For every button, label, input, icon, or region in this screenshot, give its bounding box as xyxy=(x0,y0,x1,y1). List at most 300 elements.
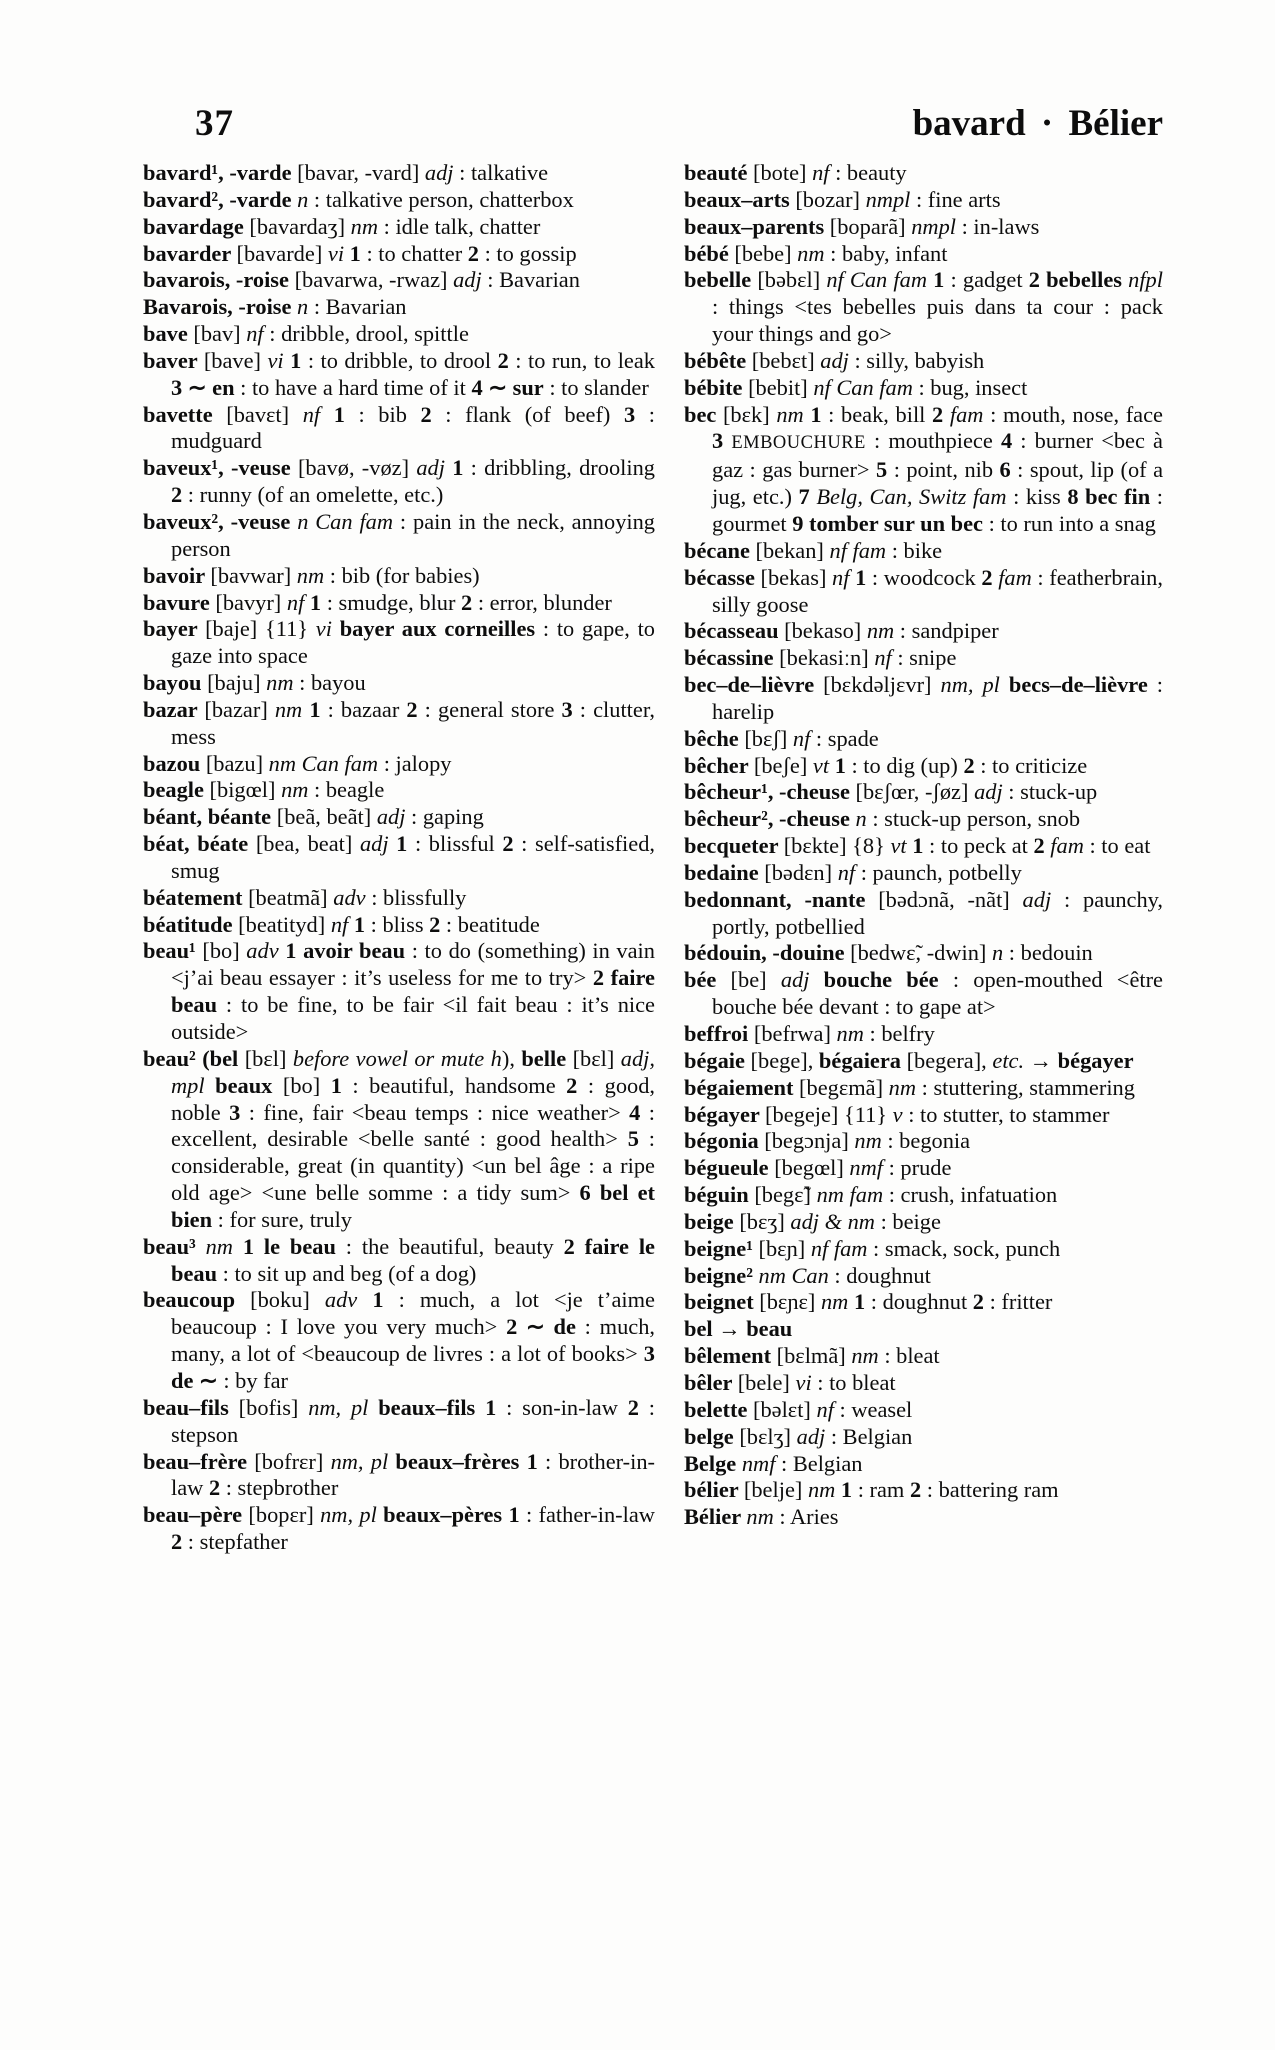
entry-text-run: : pain in the neck, annoying person xyxy=(171,508,655,561)
entry-text-run: n xyxy=(855,806,867,832)
entry-text-run: vi xyxy=(267,347,284,373)
entry-text-run: adj xyxy=(1022,886,1052,912)
entry-text-run: bécasse xyxy=(684,564,761,590)
entry-text-run: bébé xyxy=(684,240,735,266)
entry-text-run: bouche bée xyxy=(823,967,939,993)
dictionary-entry xyxy=(143,697,655,751)
entry-text-run: : featherbrain, silly goose xyxy=(712,564,1163,617)
entry-text-run: 1 xyxy=(912,833,924,859)
entry-text-run: bédouin, -douine xyxy=(684,940,851,966)
dictionary-entry xyxy=(684,860,1163,887)
entry-text-run: : jalopy xyxy=(378,750,452,776)
entry-text-run: : smudge, blur xyxy=(321,589,462,615)
entry-text-run: 2 xyxy=(972,1289,984,1315)
entry-text-run: 1 xyxy=(333,401,345,427)
entry-text-run: nmf xyxy=(849,1155,884,1181)
entry-text-run: bebelle xyxy=(684,267,758,293)
entry-text-run: : beauty xyxy=(829,160,907,185)
entry-text-run: adj xyxy=(416,455,445,481)
entry-text-run: nf Can fam xyxy=(826,267,927,293)
entry-text-run: bélier xyxy=(684,1477,744,1503)
entry-text-run: : point, nib xyxy=(887,457,1000,483)
entry-text-run: 2 xyxy=(171,1529,183,1555)
entry-text-run: : Bavarian xyxy=(481,267,580,293)
left-column xyxy=(143,160,655,1556)
entry-text-run: [bebe] xyxy=(734,240,798,266)
entry-text-run: nm xyxy=(205,1233,233,1259)
dictionary-entry xyxy=(684,1182,1163,1209)
entry-text-run: → xyxy=(712,1316,747,1342)
entry-text-run: nm, pl xyxy=(330,1448,389,1474)
entry-text-run: becqueter xyxy=(684,833,784,859)
entry-text-run: nf xyxy=(286,589,305,615)
entry-text-run: : dribbling, drooling xyxy=(463,455,655,481)
entry-text-run: 1 xyxy=(353,911,366,937)
entry-text-run: : idle talk, chatter xyxy=(378,213,541,239)
dictionary-entry xyxy=(143,241,655,268)
entry-text-run: 3 xyxy=(623,401,636,427)
entry-text-run: [bavɛt] xyxy=(226,401,303,427)
entry-text-run: 1 xyxy=(349,240,361,266)
entry-text-run: : dribble, drool, spittle xyxy=(263,321,469,347)
entry-text-run: : gadget xyxy=(944,267,1029,293)
entry-text-run: : to dig (up) xyxy=(845,752,964,778)
dictionary-entry xyxy=(684,241,1163,268)
entry-text-run: : beatitude xyxy=(440,911,540,937)
entry-text-run: Belg, Can, Switz fam xyxy=(809,484,1007,510)
page-number: 37 xyxy=(195,103,234,144)
entry-text-run: [bele] xyxy=(737,1369,796,1395)
entry-text-run: 1 xyxy=(396,831,408,857)
entry-text-run: belle xyxy=(521,1045,573,1071)
entry-text-run: : the beautiful, beauty xyxy=(335,1233,564,1259)
entry-text-run: nf xyxy=(816,1396,834,1422)
entry-text-run: bêlement xyxy=(684,1343,777,1369)
entry-text-run: 1 xyxy=(309,589,322,615)
entry-text-run: [bopɛr] xyxy=(248,1502,321,1528)
entry-text-run: bébête xyxy=(684,347,752,373)
entry-text-run: nm xyxy=(851,1343,879,1369)
entry-text-run: nf xyxy=(302,401,321,427)
entry-text-run: : doughnut xyxy=(828,1262,931,1288)
entry-text-run: 2 faire le beau xyxy=(171,1233,655,1286)
entry-text-run: [bɛk] xyxy=(722,401,777,427)
dictionary-entry xyxy=(684,1048,1163,1075)
dictionary-entry xyxy=(684,806,1163,833)
entry-text-run: nmpl xyxy=(911,213,957,239)
entry-text-run: adj xyxy=(796,1423,826,1449)
entry-text-run: beau xyxy=(746,1316,793,1342)
entry-text-run: beige xyxy=(684,1208,740,1234)
entry-text-run: : spade xyxy=(810,725,879,751)
entry-text-run: 1 xyxy=(933,267,945,293)
entry-text-run: : bug, insect xyxy=(912,374,1028,400)
entry-text-run: bazar xyxy=(143,696,205,722)
entry-text-run: [beatmã] xyxy=(248,884,334,910)
dictionary-entry xyxy=(684,833,1163,860)
entry-text-run: adj xyxy=(820,347,849,373)
dictionary-entry xyxy=(684,1155,1163,1182)
dictionary-entry xyxy=(684,645,1163,672)
entry-text-run: : beagle xyxy=(308,777,385,803)
entry-text-run: 2 xyxy=(208,1475,221,1501)
entry-text-run: bécane xyxy=(684,537,756,563)
entry-text-run xyxy=(332,616,340,641)
entry-text-run: [bo] xyxy=(282,1072,331,1098)
entry-text-run: [bɛlmã] xyxy=(776,1343,852,1369)
entry-text-run: : self-satisfied, smug xyxy=(171,831,655,883)
entry-text-run: nm, pl xyxy=(308,1394,369,1420)
entry-text-run: EMBOUCHURE xyxy=(731,433,866,454)
entry-text-run: 2 xyxy=(566,1072,578,1098)
entry-text-run: beaux–frères 1 xyxy=(395,1448,538,1474)
entry-text-run: : beak, bill xyxy=(821,401,933,427)
entry-text-run: nm xyxy=(836,1021,864,1046)
entry-text-run: : good, noble xyxy=(171,1072,656,1125)
entry-text-run: Bélier xyxy=(684,1504,747,1530)
entry-text-run: : stuttering, stammering xyxy=(916,1074,1135,1100)
entry-text-run: nm xyxy=(296,562,325,588)
entry-text-run: 3 ∼ en xyxy=(171,374,235,400)
entry-text-run: : stepbrother xyxy=(220,1475,339,1501)
entry-text-run: bégaiera xyxy=(818,1047,907,1073)
entry-text-run: : to criticize xyxy=(974,752,1088,778)
entry-text-run: [begɛ̃] xyxy=(754,1182,817,1208)
entry-text-run: : stuck-up person, snob xyxy=(866,806,1081,832)
entry-text-run: : brother-in-law xyxy=(171,1448,655,1501)
entry-text-run: : harelip xyxy=(712,672,1163,724)
entry-text-run: nm xyxy=(266,670,294,696)
entry-text-run: : stepson xyxy=(171,1394,655,1447)
entry-text-run: [bekas] xyxy=(760,564,833,590)
entry-text-run: : gourmet xyxy=(712,484,1163,536)
entry-text-run: 2 xyxy=(909,1477,922,1503)
dictionary-entry xyxy=(684,402,1163,538)
entry-text-run: : son-in-law xyxy=(496,1394,628,1420)
entry-text-run: adj xyxy=(424,160,454,185)
entry-text-run xyxy=(1000,672,1009,697)
entry-text-run: nm xyxy=(797,240,825,266)
entry-text-run: bavarder xyxy=(143,240,237,266)
entry-text-run: bedaine xyxy=(684,859,765,885)
entry-text-run: : bayou xyxy=(293,670,366,696)
entry-text-run: fam xyxy=(992,564,1032,590)
entry-text-run: 2 xyxy=(497,347,509,373)
entry-text-run: v xyxy=(892,1101,903,1127)
entry-text-run: nm xyxy=(281,777,309,803)
entry-text-run: : runny (of an omelette, etc.) xyxy=(182,482,444,508)
dictionary-entry xyxy=(684,1236,1163,1263)
entry-text-run: beaux–parents xyxy=(684,213,830,239)
dictionary-entry xyxy=(684,1209,1163,1236)
entry-text-run: [befrwa] xyxy=(753,1021,837,1046)
entry-text-run: 2 xyxy=(1028,267,1040,293)
dictionary-entry xyxy=(143,616,655,670)
entry-text-run: 1 xyxy=(853,1289,866,1315)
entry-text-run: : paunchy, portly, potbellied xyxy=(712,886,1163,939)
entry-text-run: beigne¹ xyxy=(684,1235,759,1261)
entry-text-run: bazou xyxy=(143,750,206,776)
entry-text-run: 3 xyxy=(561,696,573,722)
entry-text-run: beau–fils xyxy=(143,1394,239,1420)
dictionary-entry xyxy=(684,1397,1163,1424)
entry-text-run: [begɔnja] xyxy=(764,1128,855,1154)
entry-text-run: bébite xyxy=(684,374,749,400)
dictionary-entry xyxy=(684,779,1163,806)
entry-text-run: adv xyxy=(324,1287,358,1313)
entry-text-run: bavard², -varde xyxy=(143,186,298,212)
entry-text-run: [bɛʃœr, -ʃøz] xyxy=(855,779,975,805)
entry-text-run: [beã, beãt] xyxy=(276,804,377,830)
entry-text-run: 3 xyxy=(229,1099,241,1125)
entry-text-run: : for sure, truly xyxy=(212,1206,352,1232)
entry-text-run: : bib xyxy=(344,401,421,427)
entry-text-run: beauté xyxy=(684,160,754,185)
entry-text-run: adj xyxy=(780,967,810,993)
entry-text-run: : battering ram xyxy=(921,1477,1059,1503)
entry-text-run: adj, mpl xyxy=(171,1045,655,1098)
entry-text-run: 6 xyxy=(999,457,1011,483)
entry-text-run: [bɛɲɛ] xyxy=(759,1289,821,1315)
entry-text-run: adj xyxy=(359,831,389,857)
dictionary-entry xyxy=(143,321,655,348)
entry-text-run: : excellent, desirable <belle santé : good health> xyxy=(171,1099,655,1152)
entry-text-run: bec xyxy=(684,401,723,427)
entry-text-run: [begera], xyxy=(906,1047,993,1073)
entry-text-run: Bavarois, -roise xyxy=(143,294,298,320)
entry-text-run: [bədɔnã, -nãt] xyxy=(878,886,1023,912)
entry-text-run: bêler xyxy=(684,1369,738,1395)
dictionary-entry xyxy=(143,751,655,778)
entry-text-run: : Belgian xyxy=(775,1450,863,1476)
entry-text-run: : open-mouthed <être bouche bée devant : to gape at> xyxy=(712,967,1163,1020)
dictionary-entry xyxy=(143,267,655,294)
entry-text-run: 1 xyxy=(810,401,822,427)
entry-text-run: nf xyxy=(832,564,850,590)
entry-text-run: : fine arts xyxy=(910,186,1001,212)
entry-text-run: 5 xyxy=(876,457,888,483)
entry-text-run: bécassine xyxy=(684,645,780,671)
entry-text-run: 3 de ∼ xyxy=(171,1341,655,1393)
entry-text-run: nf xyxy=(837,859,856,885)
entry-text-run: [bɛl] xyxy=(244,1045,293,1071)
entry-text-run: bêcher xyxy=(684,752,754,778)
entry-text-run: beaux xyxy=(215,1072,283,1098)
entry-text-run: nfpl xyxy=(1128,267,1163,293)
entry-text-run: 2 xyxy=(1033,833,1045,859)
entry-text-run: [bea, beat] xyxy=(255,831,360,857)
entry-text-run: 2 xyxy=(963,752,975,778)
entry-text-run: before vowel or mute h xyxy=(292,1045,502,1071)
dictionary-entry xyxy=(684,1451,1163,1478)
entry-text-run: bêcheur¹, -cheuse xyxy=(684,779,856,805)
entry-text-run: : to run, to leak xyxy=(508,347,656,373)
entry-text-run: nf xyxy=(246,321,264,347)
entry-text-run xyxy=(357,1287,372,1312)
entry-text-run: [bɛʃ] xyxy=(744,725,793,751)
entry-text-run: : weasel xyxy=(833,1396,913,1422)
entry-text-run: [bavardaʒ] xyxy=(249,213,351,239)
dictionary-entry xyxy=(684,1477,1163,1504)
entry-text-run: 1 xyxy=(834,752,846,778)
entry-text-run: bégonia xyxy=(684,1128,765,1154)
entry-text-run: beau¹ xyxy=(143,938,203,964)
entry-text-run: nf fam xyxy=(810,1235,868,1261)
entry-text-run: : baby, infant xyxy=(824,240,948,266)
entry-text-run: bavoir xyxy=(143,562,211,588)
entry-text-run: : snipe xyxy=(891,645,957,671)
entry-text-run: [bekasiːn] xyxy=(779,645,875,671)
entry-text-run: [bɛʒ] xyxy=(739,1208,791,1234)
entry-text-run: : sandpiper xyxy=(894,618,999,644)
entry-text-run: 5 xyxy=(627,1126,639,1152)
guide-words: bavard · Bélier xyxy=(912,103,1163,144)
entry-text-run: baveux², -veuse xyxy=(143,508,298,534)
entry-text-run: nm xyxy=(746,1504,774,1530)
entry-text-run: [belje] xyxy=(743,1477,808,1503)
entry-text-run: : Belgian xyxy=(825,1423,913,1449)
entry-text-run: 2 xyxy=(467,240,479,266)
entry-text-run: nf xyxy=(874,645,892,671)
entry-text-run: [bavarde] xyxy=(236,240,328,266)
entry-text-run: bel xyxy=(684,1316,713,1342)
entry-text-run: : doughnut xyxy=(865,1289,973,1315)
entry-text-run: becs–de–lièvre xyxy=(1008,672,1148,698)
dictionary-entry xyxy=(143,160,655,187)
entry-text-run: nm xyxy=(866,618,895,644)
entry-text-run: fam xyxy=(1044,833,1084,859)
entry-text-run: [bozar] xyxy=(795,186,866,212)
entry-text-run: bebelles xyxy=(1046,267,1129,293)
dictionary-entry xyxy=(143,804,655,831)
entry-text-run: bayer xyxy=(143,616,206,642)
entry-text-run: [begeje] {11} xyxy=(765,1101,893,1127)
entry-text-run: 1 xyxy=(855,564,867,590)
entry-text-run: adj & nm xyxy=(790,1208,875,1234)
dictionary-entry xyxy=(684,1424,1163,1451)
entry-text-run: nm, pl xyxy=(940,672,1000,698)
entry-text-run: : to sit up and beg (of a dog) xyxy=(217,1260,477,1286)
entry-text-run: : prude xyxy=(883,1155,952,1181)
entry-text-run: bégayer xyxy=(1057,1047,1134,1073)
entry-text-run: 2 xyxy=(932,401,944,427)
entry-text-run: nf xyxy=(812,160,830,185)
entry-text-run: beignet xyxy=(684,1289,760,1315)
entry-text-run: [bedwɛ̃, -dwin] xyxy=(850,940,992,966)
dictionary-entry xyxy=(684,267,1163,348)
entry-text-run: : to do (something) in vain <j’ai beau essayer : it’s useless for me to try> xyxy=(171,938,655,991)
entry-text-run: n Can fam xyxy=(297,508,394,534)
entry-text-run: [bavwar] xyxy=(210,562,297,588)
entry-text-run: : to eat xyxy=(1083,833,1151,859)
entry-text-run: : bazaar xyxy=(320,696,407,722)
entry-text-run: nm Can xyxy=(758,1262,829,1288)
entry-text-run: : much, many, a lot of <beaucoup de livres : a lot of books> xyxy=(171,1314,655,1367)
right-column xyxy=(684,160,1163,1531)
entry-text-run: bégaiement xyxy=(684,1074,800,1100)
entry-text-run: : crush, infatuation xyxy=(883,1182,1058,1208)
entry-text-run: [bigœl] xyxy=(209,777,282,803)
dictionary-entry xyxy=(143,1502,655,1556)
dictionary-entry xyxy=(684,1289,1163,1316)
entry-text-run: [beʃe] xyxy=(753,752,813,778)
entry-text-run: [bote] xyxy=(753,160,813,185)
entry-text-run: : ram xyxy=(852,1477,910,1503)
dictionary-entry xyxy=(684,753,1163,780)
entry-text-run: 1 avoir beau xyxy=(285,938,406,964)
entry-text-run: vi xyxy=(327,240,345,266)
entry-text-run: : things <tes bebelles puis dans ta cour : pack your things and go> xyxy=(712,294,1163,347)
dictionary-entry xyxy=(684,1128,1163,1155)
entry-text-run: 4 xyxy=(629,1099,641,1125)
entry-text-run: [bavø, -vøz] xyxy=(297,455,417,481)
entry-text-run: [bɛlʒ] xyxy=(739,1423,797,1449)
entry-text-run: n xyxy=(297,294,309,320)
dictionary-entry xyxy=(143,1046,655,1234)
entry-text-run: 7 xyxy=(798,484,810,510)
entry-text-run: : silly, babyish xyxy=(848,347,985,373)
entry-text-run: nm xyxy=(854,1128,882,1154)
entry-text-run: nf Can fam xyxy=(813,374,913,400)
entry-text-run: : Aries xyxy=(773,1504,839,1530)
dictionary-entry xyxy=(684,672,1163,726)
entry-text-run: belette xyxy=(684,1396,753,1422)
entry-text-run: ), xyxy=(501,1045,522,1071)
entry-text-run: beau–frère xyxy=(143,1448,255,1474)
entry-text-run: bavette xyxy=(143,401,227,427)
entry-text-run: : father-in-law xyxy=(519,1502,655,1528)
entry-text-run: 2 xyxy=(406,696,418,722)
entry-text-run: bavardage xyxy=(143,213,250,239)
entry-text-run: 1 xyxy=(290,347,302,373)
dictionary-entry xyxy=(684,618,1163,645)
entry-text-run: : gaping xyxy=(405,804,484,830)
entry-text-run: beau² (bel xyxy=(143,1045,245,1071)
entry-text-run: nm xyxy=(888,1074,917,1100)
entry-text-run: bêche xyxy=(684,725,745,751)
entry-text-run: 1 xyxy=(840,1477,853,1503)
entry-text-run: béat, béate xyxy=(143,831,256,857)
entry-text-run: 2 ∼ de xyxy=(506,1314,576,1340)
entry-text-run: bave xyxy=(143,321,194,347)
entry-text-run: béant, béante xyxy=(143,804,277,830)
entry-text-run: 1 xyxy=(372,1287,384,1313)
entry-text-run: : mouth, nose, face xyxy=(983,401,1163,427)
entry-text-run: 1 xyxy=(330,1072,342,1098)
dictionary-entry xyxy=(684,348,1163,375)
entry-text-run xyxy=(809,967,823,992)
dictionary-entry xyxy=(143,938,655,1045)
entry-text-run: : much, a lot <je t’aime beaucoup : I love you very much> xyxy=(171,1287,655,1340)
entry-text-run: bayou xyxy=(143,670,208,696)
dictionary-entry xyxy=(143,214,655,241)
entry-text-run: bavure xyxy=(143,589,216,615)
dictionary-entry xyxy=(684,967,1163,1021)
entry-text-run: [bekan] xyxy=(755,537,830,563)
dictionary-entry xyxy=(143,1234,655,1288)
entry-text-run: beaucoup xyxy=(143,1287,251,1313)
entry-text-run: nm xyxy=(274,696,303,722)
dictionary-entry xyxy=(684,1102,1163,1129)
entry-text-run: [bav] xyxy=(193,321,247,347)
entry-text-run: 8 bec fin xyxy=(1067,484,1151,510)
entry-text-run: bée xyxy=(684,967,731,993)
entry-text-run: : to dribble, to drool xyxy=(301,347,498,373)
entry-text-run: beagle xyxy=(143,777,210,803)
dictionary-entry xyxy=(143,402,655,456)
entry-text-run: nf xyxy=(792,725,811,751)
dictionary-entry xyxy=(143,831,655,885)
